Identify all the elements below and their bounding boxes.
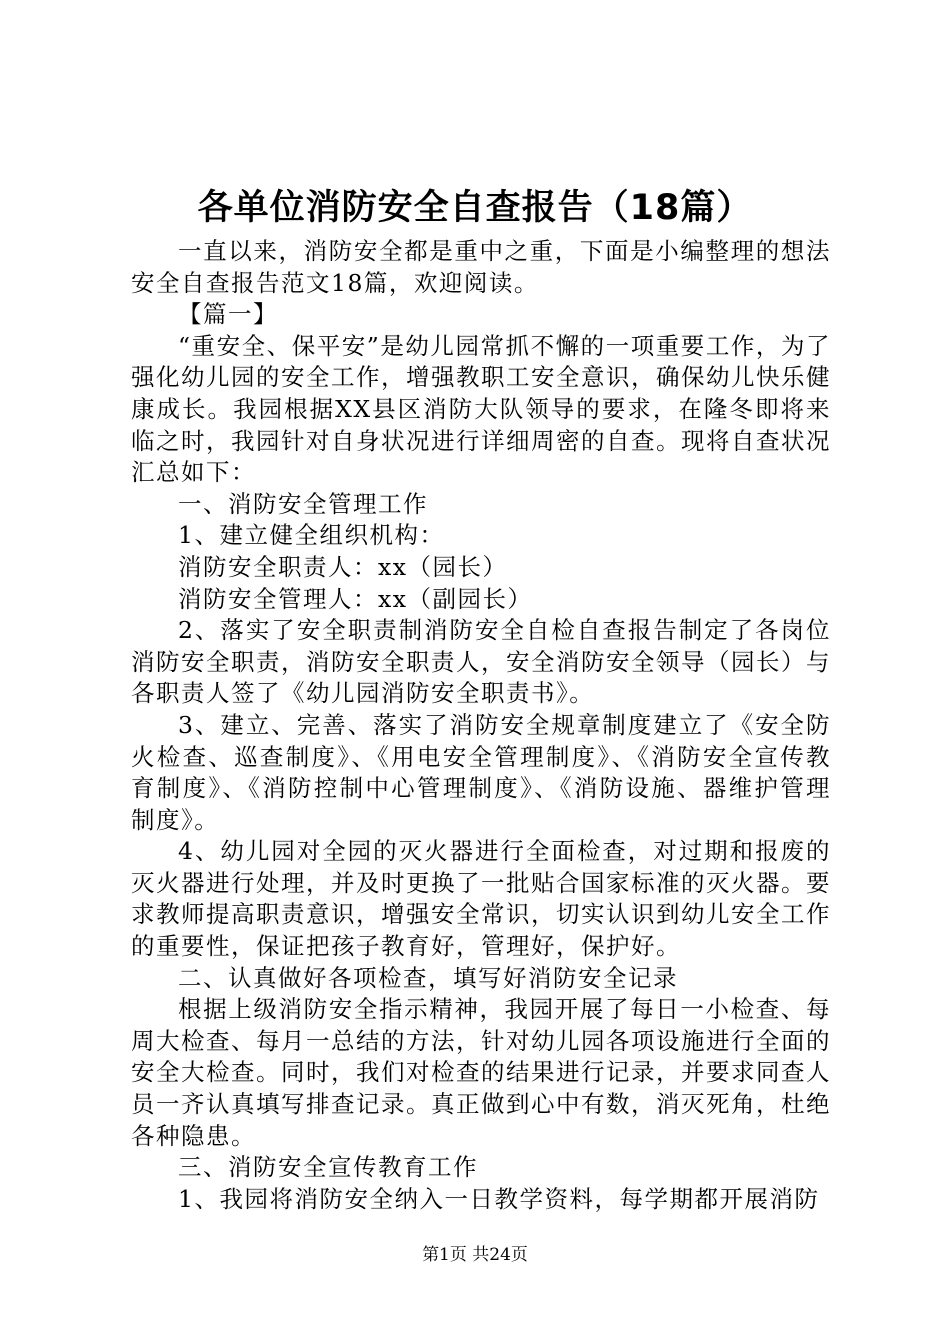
paragraph: 一直以来，消防安全都是重中之重，下面是小编整理的想法安全自查报告范文18篇，欢迎阅读。 [131, 237, 831, 297]
document-title: 各单位消防安全自查报告（18篇） [197, 188, 753, 228]
paragraph: 1、建立健全组织机构： [178, 521, 445, 550]
page-footer: 第1页 共24页 [422, 1245, 528, 1265]
paragraph: “重安全、保平安”是幼儿园常抓不懈的一项重要工作，为了强化幼儿园的安全工作，增强教职工安全意识，确保幼儿快乐健康成长。我园根据XX县区消防大队领导的要求，在隆冬即将来临之时，我园针对自身状况进行详细周密的自查。现将自查状况汇总如下： [131, 331, 831, 487]
paragraph: 消防安全管理人：xx（副园长） [178, 584, 533, 613]
paragraph: 1、我园将消防安全纳入一日教学资料，每学期都开展消防 [178, 1184, 820, 1213]
paragraph: 【篇一】 [178, 300, 278, 329]
document-body [131, 236, 831, 1215]
paragraph: 消防安全职责人：xx（园长） [178, 552, 508, 581]
paragraph: 2、落实了安全职责制消防安全自检自查报告制定了各岗位消防安全职责，消防安全职责人，安全消防安全领导（园长）与各职责人签了《幼儿园消防安全职责书》。 [131, 616, 831, 708]
paragraph: 一、消防安全管理工作 [178, 489, 428, 518]
paragraph: 三、消防安全宣传教育工作 [178, 1153, 478, 1182]
paragraph: 二、认真做好各项检查，填写好消防安全记录 [178, 963, 678, 992]
paragraph: 4、幼儿园对全园的灭火器进行全面检查，对过期和报废的灭火器进行处理，并及时更换了一批贴合国家标准的灭火器。要求教师提高职责意识，增强安全常识，切实认识到幼儿安全工作的重要性，保证把孩子教育好，管理好，保护好。 [131, 837, 831, 961]
paragraph: 根据上级消防安全指示精神，我园开展了每日一小检查、每周大检查、每月一总结的方法，针对幼儿园各项设施进行全面的安全大检查。同时，我们对检查的结果进行记录，并要求同查人员一齐认真填写排查记录。真正做到心中有数，消灭死角，杜绝各种隐患。 [131, 995, 831, 1150]
paragraph: 3、建立、完善、落实了消防安全规章制度建立了《安全防火检查、巡查制度》、《用电安全管理制度》、《消防安全宣传教育制度》、《消防控制中心管理制度》、《消防设施、器维护管理制度》。 [131, 710, 831, 834]
